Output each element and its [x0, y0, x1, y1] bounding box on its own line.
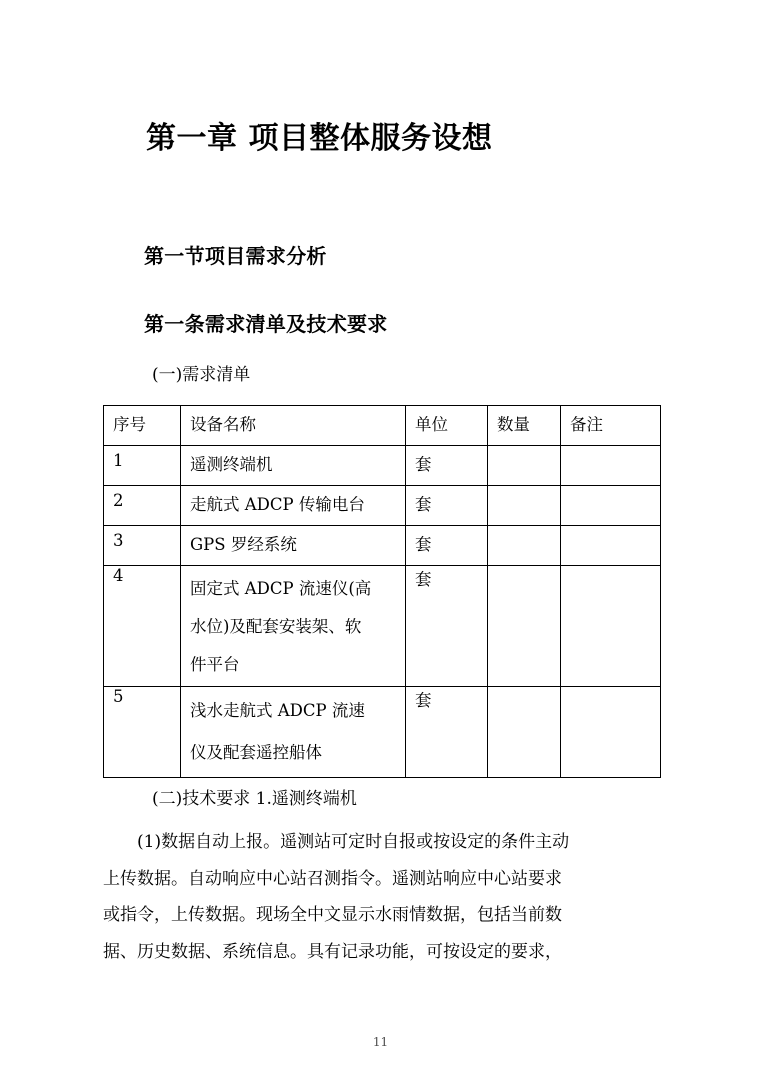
- row5-no: 5: [113, 687, 124, 706]
- row1-qty-cell: [488, 446, 561, 486]
- table-row: [104, 446, 661, 486]
- table-header-unit: [406, 406, 488, 446]
- table-header-no-text: 序号: [113, 415, 146, 434]
- row5-no-cell: [104, 687, 181, 778]
- row3-name-cell: [181, 526, 406, 566]
- paragraph-line-4: 据、历史数据、系统信息。具有记录功能，可按设定的要求，: [103, 941, 562, 962]
- requirement-list-label: (一)需求清单: [152, 365, 251, 385]
- row5-name-line2: 仪及配套遥控船体: [190, 743, 322, 762]
- row4-name-cell: [181, 566, 406, 687]
- row4-note-cell: [561, 566, 661, 687]
- row3-note: [561, 526, 660, 531]
- row3-name: GPS 罗经系统: [190, 535, 297, 554]
- row2-name-cell: [181, 486, 406, 526]
- table-header-qty: [488, 406, 561, 446]
- paragraph-line-3: 或指令，上传数据。现场全中文显示水雨情数据，包括当前数: [103, 905, 562, 925]
- row1-unit-cell: [406, 446, 488, 486]
- row5-unit-cell: [406, 687, 488, 778]
- page-title: 第一章 项目整体服务设想: [146, 121, 493, 157]
- paragraph-line-2: 上传数据。自动响应中心站召测指令。遥测站响应中心站要求: [103, 868, 562, 889]
- row4-name-line3: 件平台: [190, 655, 240, 674]
- row3-qty: [488, 526, 560, 531]
- body-paragraph: [103, 824, 663, 970]
- table-header-no: [104, 406, 181, 446]
- row2-name: 走航式 ADCP 传输电台: [190, 495, 365, 514]
- row3-note-cell: [561, 526, 661, 566]
- page-number: 11: [372, 1035, 389, 1049]
- row2-note-cell: [561, 486, 661, 526]
- table-header-unit-text: 单位: [415, 415, 448, 434]
- table-row: [104, 687, 661, 778]
- table-row: [104, 566, 661, 687]
- row1-qty: [488, 446, 560, 451]
- clause-heading: 第一条需求清单及技术要求: [144, 311, 388, 336]
- row3-no: 3: [113, 531, 124, 550]
- row1-note: [561, 446, 660, 451]
- row5-name-line1: 浅水走航式 ADCP 流速: [190, 701, 365, 720]
- table-header-row: [104, 406, 661, 446]
- table-row: [104, 526, 661, 566]
- row2-qty: [488, 486, 560, 491]
- row4-unit: 套: [415, 570, 432, 589]
- row5-note-cell: [561, 687, 661, 778]
- paragraph-line-1: (1)数据自动上报。遥测站可定时自报或按设定的条件主动: [137, 832, 570, 852]
- row1-no-cell: [104, 446, 181, 486]
- row5-unit: 套: [415, 691, 432, 710]
- row5-name-cell: [181, 687, 406, 778]
- requirement-table: [103, 405, 661, 778]
- table-header-note: [561, 406, 661, 446]
- row3-no-cell: [104, 526, 181, 566]
- row4-qty-cell: [488, 566, 561, 687]
- row4-name: [181, 566, 405, 684]
- row2-unit: 套: [415, 495, 432, 514]
- row1-note-cell: [561, 446, 661, 486]
- row4-no: 4: [113, 566, 124, 585]
- row4-name-line1: 固定式 ADCP 流速仪(高: [190, 579, 372, 598]
- row3-qty-cell: [488, 526, 561, 566]
- row2-unit-cell: [406, 486, 488, 526]
- row1-name: 遥测终端机: [190, 455, 273, 474]
- row1-unit: 套: [415, 455, 432, 474]
- row4-unit-cell: [406, 566, 488, 687]
- technical-requirement-label: (二)技术要求 1.遥测终端机: [152, 789, 357, 809]
- row5-qty-cell: [488, 687, 561, 778]
- row2-no-cell: [104, 486, 181, 526]
- row2-no: 2: [113, 491, 124, 510]
- row4-no-cell: [104, 566, 181, 687]
- row3-unit: 套: [415, 535, 432, 554]
- section-heading: 第一节项目需求分析: [144, 243, 327, 268]
- table-header-name-text: 设备名称: [190, 415, 256, 434]
- row3-unit-cell: [406, 526, 488, 566]
- row5-name: [181, 687, 405, 774]
- row2-qty-cell: [488, 486, 561, 526]
- table-header-name: [181, 406, 406, 446]
- row1-no: 1: [113, 451, 124, 470]
- table-header-qty-text: 数量: [497, 415, 530, 434]
- row2-note: [561, 486, 660, 491]
- row1-name-cell: [181, 446, 406, 486]
- table-header-note-text: 备注: [570, 415, 603, 434]
- row4-name-line2: 水位)及配套安装架、软: [190, 617, 362, 636]
- table-row: [104, 486, 661, 526]
